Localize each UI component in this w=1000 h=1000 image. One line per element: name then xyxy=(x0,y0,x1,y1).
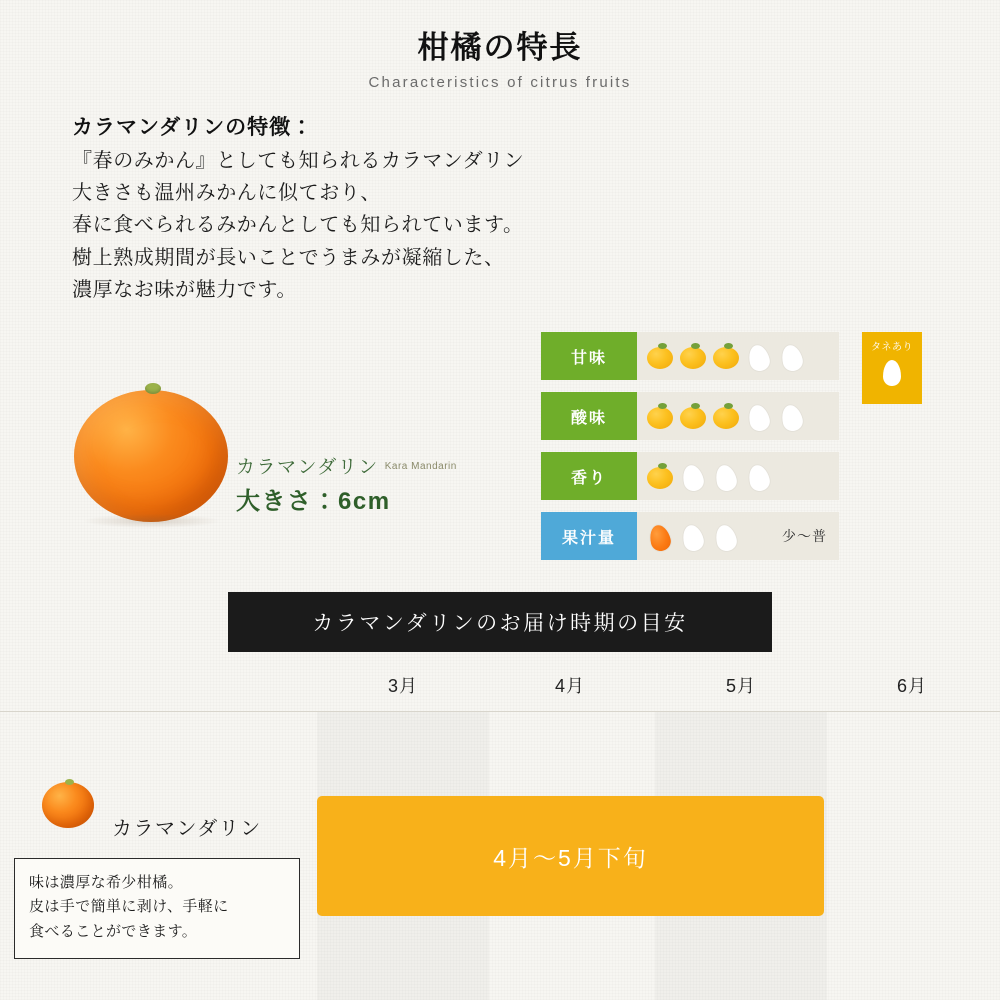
orange-icon xyxy=(42,782,94,828)
fruit-size-label: 大きさ：6cm xyxy=(236,488,391,515)
mandarin-icon xyxy=(645,401,675,431)
month-label: 5月 xyxy=(725,676,756,696)
month-axis xyxy=(0,672,1000,710)
row-note-box xyxy=(14,858,300,959)
spec-row-aroma xyxy=(541,452,839,500)
description-line: 樹上熟成期間が長いことでうまみが凝縮した、 xyxy=(72,246,505,269)
spec-note: 少〜普 xyxy=(782,528,827,544)
spec-row-sweetness xyxy=(541,332,839,380)
status-badge xyxy=(862,332,922,404)
seed-icon xyxy=(883,360,901,386)
row-fruit-name: カラマンダリン xyxy=(112,818,262,840)
spec-meter xyxy=(637,392,839,440)
row-note-line: 食べることができます。 xyxy=(29,922,198,940)
fruit-name-ja: カラマンダリン xyxy=(236,457,379,478)
juice-drop-icon xyxy=(645,521,675,551)
spec-label: 果汁量 xyxy=(541,512,637,560)
juice-drop-empty-icon xyxy=(711,521,741,551)
mandarin-empty-icon xyxy=(777,401,807,431)
delivery-period-bar: 4月〜5月下旬 xyxy=(317,796,824,916)
fruit-name-en: Kara Mandarin xyxy=(384,461,457,472)
fruit-caption xyxy=(236,452,536,516)
spec-label: 香り xyxy=(541,452,637,500)
mandarin-empty-icon xyxy=(744,341,774,371)
mandarin-orange-photo xyxy=(66,372,246,532)
orange-icon xyxy=(74,390,228,522)
spec-table xyxy=(541,332,839,572)
spec-row-juiciness xyxy=(541,512,839,560)
description-line: 大きさも温州みかんに似ており、 xyxy=(72,181,381,204)
mandarin-icon xyxy=(711,341,741,371)
spec-label: 酸味 xyxy=(541,392,637,440)
mandarin-icon xyxy=(678,341,708,371)
spec-meter xyxy=(637,512,839,560)
mandarin-empty-icon xyxy=(711,461,741,491)
description-block xyxy=(72,112,712,307)
description-line: 春に食べられるみかんとしても知られています。 xyxy=(72,214,524,237)
row-fruit-thumbnail xyxy=(38,778,104,838)
month-label: 4月 xyxy=(554,676,585,696)
mandarin-icon xyxy=(711,401,741,431)
row-note-line: 味は濃厚な希少柑橘。 xyxy=(29,874,184,891)
mandarin-empty-icon xyxy=(744,401,774,431)
page-subtitle: Characteristics of citrus fruits xyxy=(368,74,632,91)
mandarin-empty-icon xyxy=(777,341,807,371)
month-label: 6月 xyxy=(896,676,927,696)
mandarin-icon xyxy=(645,461,675,491)
page-title: 柑橘の特長 xyxy=(417,30,583,65)
description-heading: カラマンダリンの特徴： xyxy=(72,116,314,139)
mandarin-empty-icon xyxy=(744,461,774,491)
description-line: 濃厚なお味が魅力です。 xyxy=(72,279,297,302)
spec-row-acidity xyxy=(541,392,839,440)
mandarin-icon xyxy=(678,401,708,431)
spec-meter xyxy=(637,452,839,500)
photo-shadow xyxy=(84,514,220,528)
section-divider xyxy=(0,711,1000,712)
juice-drop-empty-icon xyxy=(678,521,708,551)
schedule-banner: カラマンダリンのお届け時期の目安 xyxy=(228,592,772,652)
spec-meter xyxy=(637,332,839,380)
mandarin-icon xyxy=(645,341,675,371)
mandarin-empty-icon xyxy=(678,461,708,491)
month-label: 3月 xyxy=(387,676,418,696)
seed-badge-label: タネあり xyxy=(871,342,913,353)
spec-label: 甘味 xyxy=(541,332,637,380)
description-line: 『春のみかん』としても知られるカラマンダリン xyxy=(72,149,525,172)
row-note-line: 皮は手で簡単に剥け、手軽に xyxy=(29,898,229,916)
